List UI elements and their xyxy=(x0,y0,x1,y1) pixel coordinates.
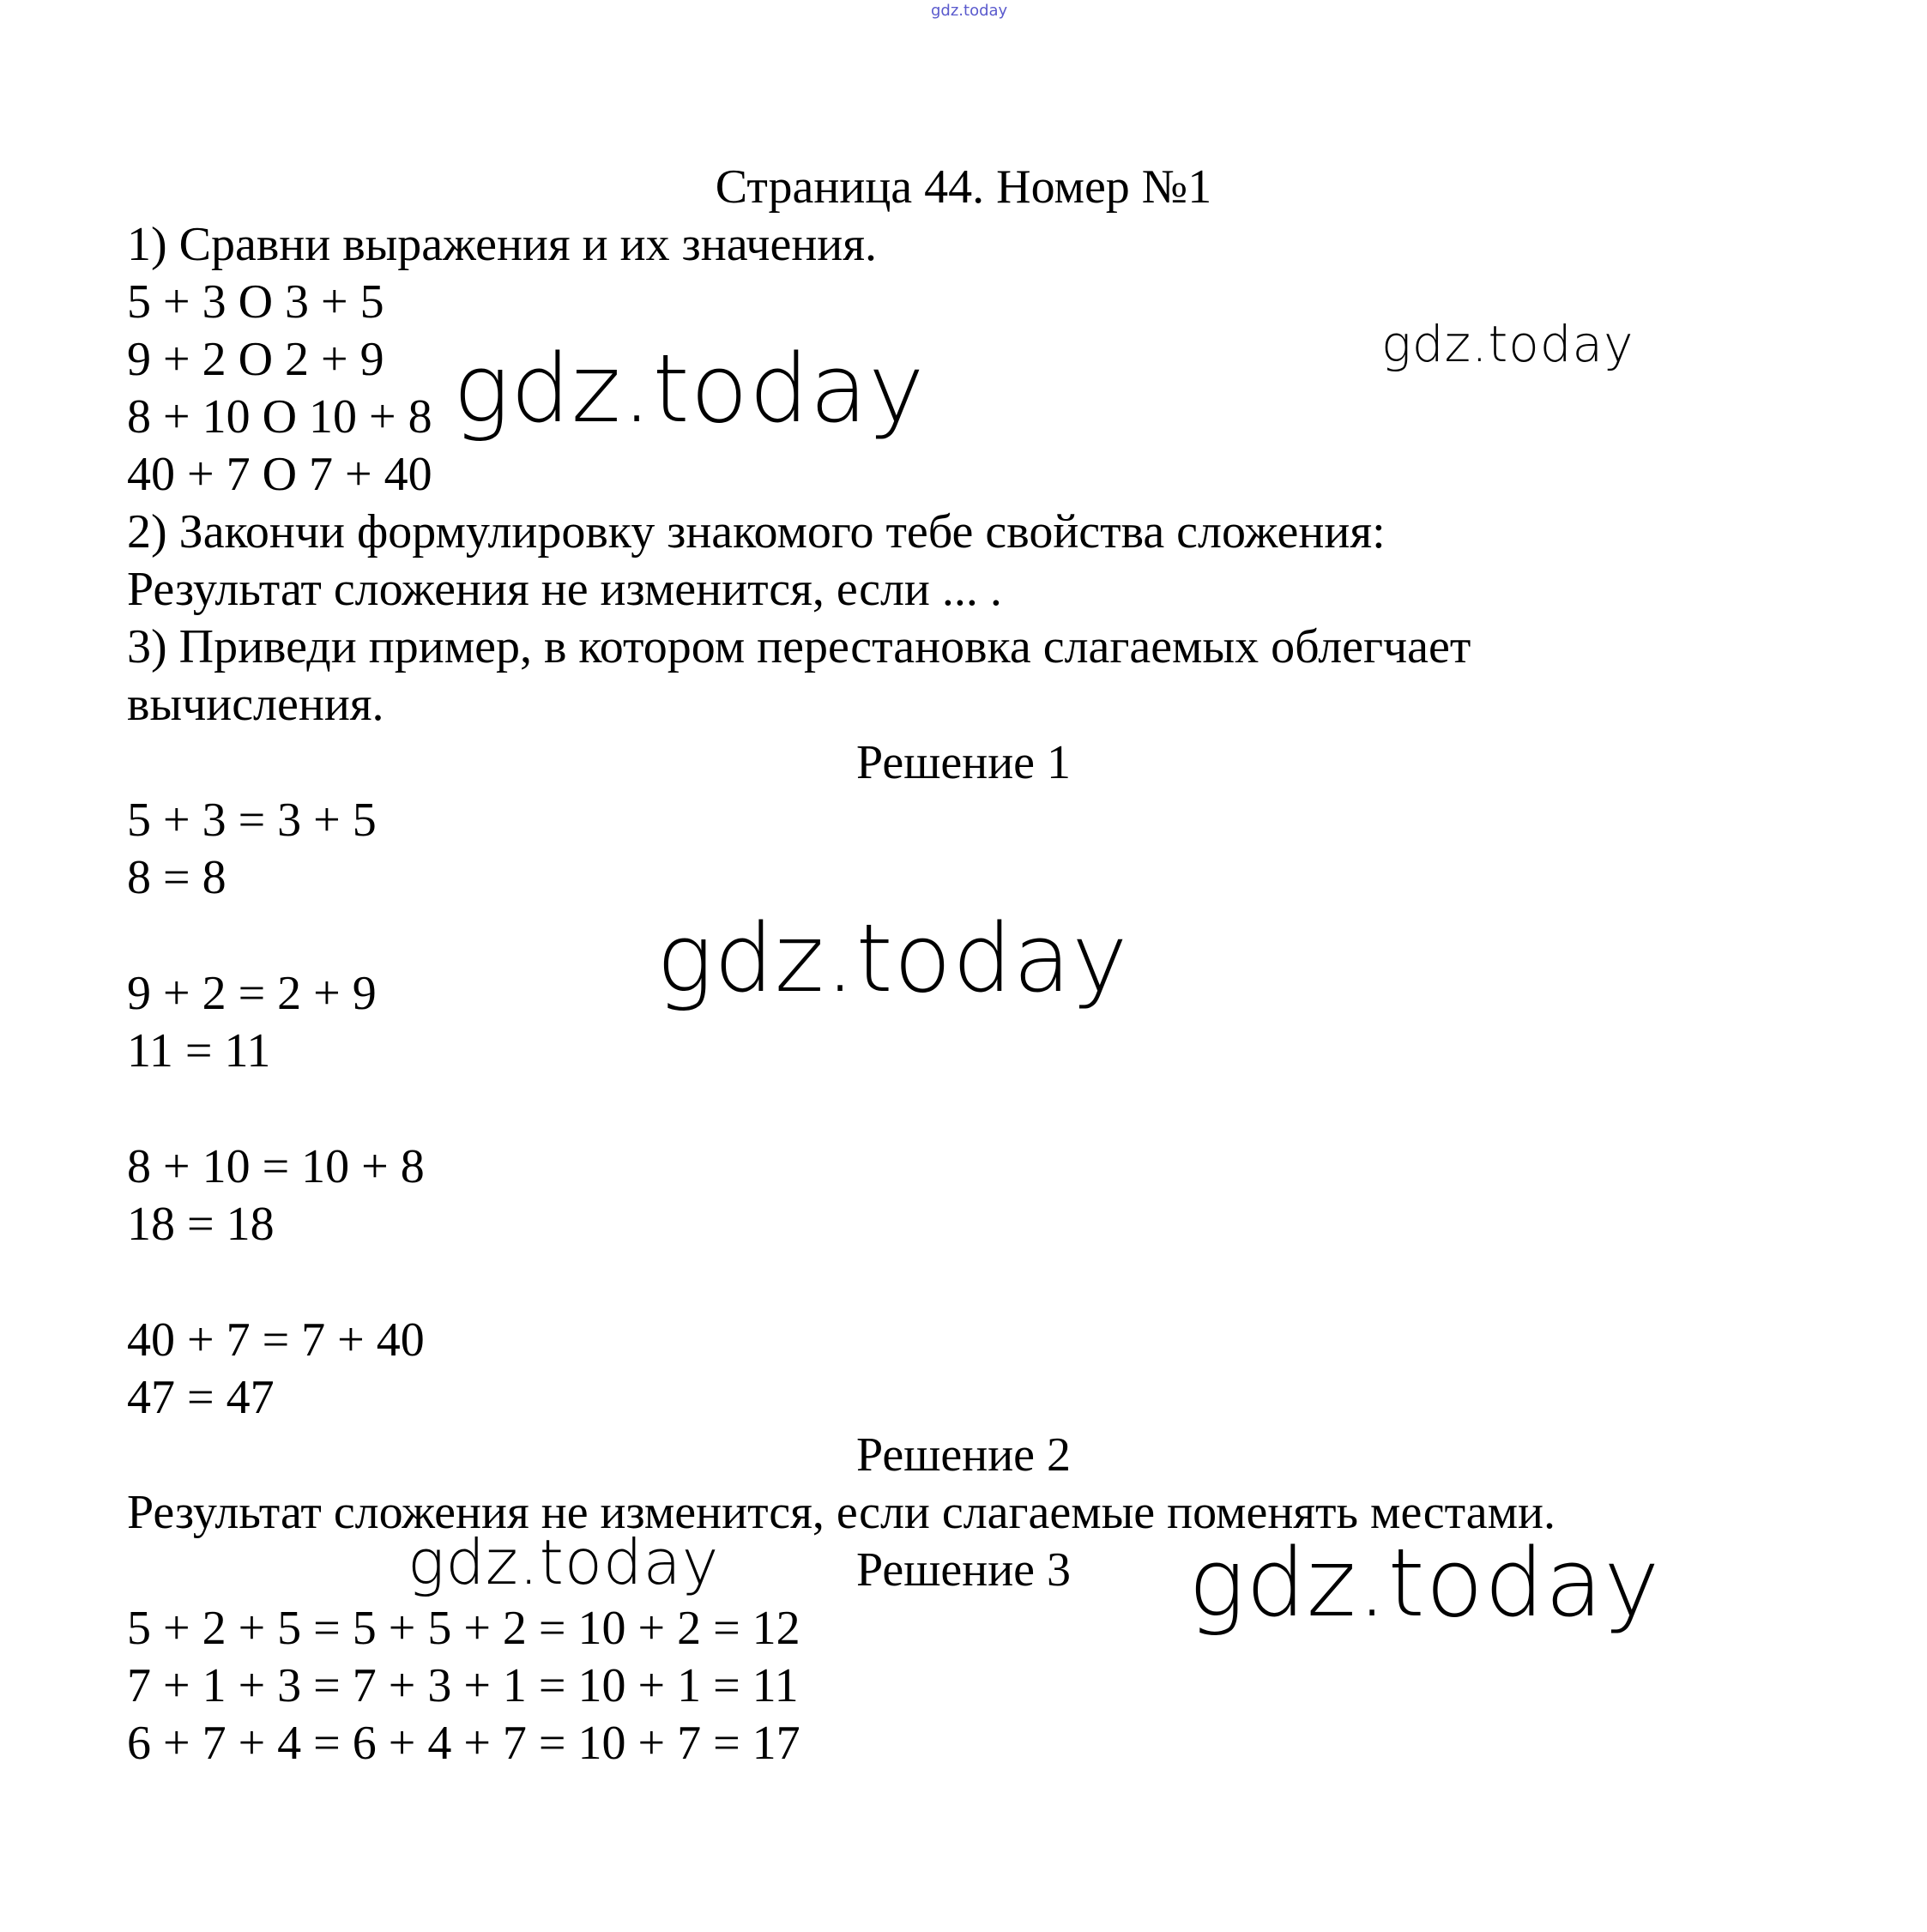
watermark: gdz.today xyxy=(1188,1528,1661,1638)
solution-3-line: 5 + 2 + 5 = 5 + 5 + 2 = 10 + 2 = 12 xyxy=(127,1602,800,1655)
solution-1-line: 47 = 47 xyxy=(127,1371,275,1424)
task-question-1: 1) Сравни выражения и их значения. xyxy=(127,218,878,271)
solution-1-line: 11 = 11 xyxy=(127,1024,271,1078)
task-expression: 8 + 10 O 10 + 8 xyxy=(127,390,432,444)
page-title: Страница 44. Номер №1 xyxy=(715,160,1212,214)
task-question-2-text: Результат сложения не изменится, если ... . xyxy=(127,563,1002,616)
solution-1-line: 8 + 10 = 10 + 8 xyxy=(127,1140,425,1193)
task-question-2: 2) Закончи формулировку знакомого тебе свойства сложения: xyxy=(127,505,1386,558)
solution-1-heading: Решение 1 xyxy=(855,736,1072,789)
solution-1-line: 8 = 8 xyxy=(127,851,227,904)
solution-1-line: 9 + 2 = 2 + 9 xyxy=(127,967,377,1020)
task-question-3: 3) Приведи пример, в котором перестановка слагаемых облегчает xyxy=(127,620,1471,673)
solution-1-line: 5 + 3 = 3 + 5 xyxy=(127,794,377,847)
task-expression: 9 + 2 O 2 + 9 xyxy=(127,333,384,386)
watermark: gdz.today xyxy=(1381,315,1634,373)
solution-3-heading: Решение 3 xyxy=(855,1543,1072,1597)
solution-3-line: 6 + 7 + 4 = 6 + 4 + 7 = 10 + 7 = 17 xyxy=(127,1717,800,1770)
task-expression: 40 + 7 O 7 + 40 xyxy=(127,448,432,501)
watermark: gdz.today xyxy=(408,1526,720,1598)
solution-3-line: 7 + 1 + 3 = 7 + 3 + 1 = 10 + 1 = 11 xyxy=(127,1659,799,1712)
solution-2-text: Результат сложения не изменится, если слагаемые поменять местами. xyxy=(127,1486,1556,1539)
solution-1-line: 40 + 7 = 7 + 40 xyxy=(127,1313,425,1367)
watermark: gdz.today xyxy=(656,903,1129,1013)
solution-2-heading: Решение 2 xyxy=(855,1428,1072,1482)
task-expression: 5 + 3 O 3 + 5 xyxy=(127,275,384,329)
solution-1-line: 18 = 18 xyxy=(127,1198,275,1251)
watermark: gdz.today xyxy=(453,334,926,444)
watermark-top: gdz.today xyxy=(931,2,1008,20)
task-question-3-cont: вычисления. xyxy=(127,678,384,731)
